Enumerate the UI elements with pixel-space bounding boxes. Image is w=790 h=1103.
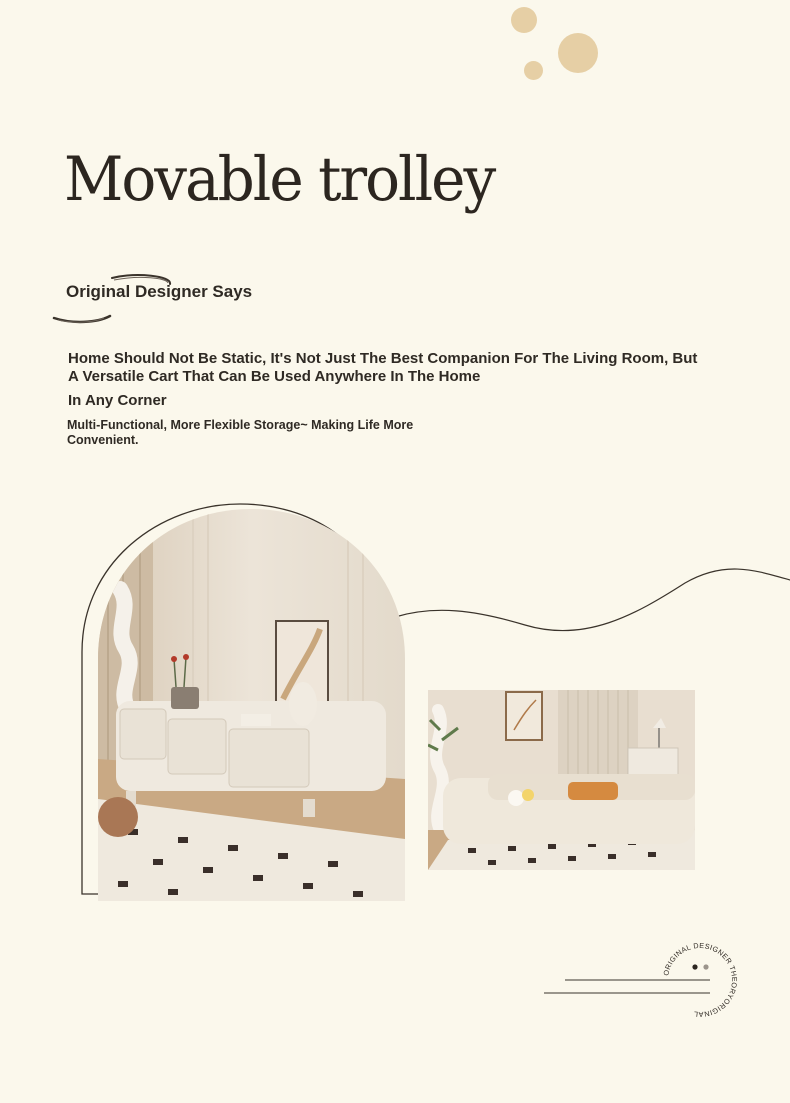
description-paragraph-1: Home Should Not Be Static, It's Not Just The Best Companion For The Living Room, But A Versatile Cart That Can Be Used Anywhere In The Home [68, 350, 698, 385]
decor-dot-3 [524, 61, 543, 80]
description-paragraph-3: Multi-Functional, More Flexible Storage~ Making Life More Convenient. [67, 418, 414, 447]
sofa-room-photo [428, 690, 695, 870]
subtitle: Original Designer Says [66, 282, 253, 301]
badge-ring-text: ORIGINAL DESIGNER THEORYORIGINAL [661, 940, 740, 1020]
subtitle-block [66, 282, 266, 302]
wavy-line-decor [395, 555, 790, 645]
page-title: Movable trolley [64, 143, 495, 215]
decor-dot-1 [511, 7, 537, 33]
badge-dot-dark [692, 964, 697, 969]
badge-dot-light [703, 964, 708, 969]
decor-dot-2 [558, 33, 598, 73]
designer-badge [660, 940, 740, 1020]
tv-cabinet-photo [98, 509, 405, 901]
description-paragraph-2: In Any Corner [68, 392, 167, 409]
